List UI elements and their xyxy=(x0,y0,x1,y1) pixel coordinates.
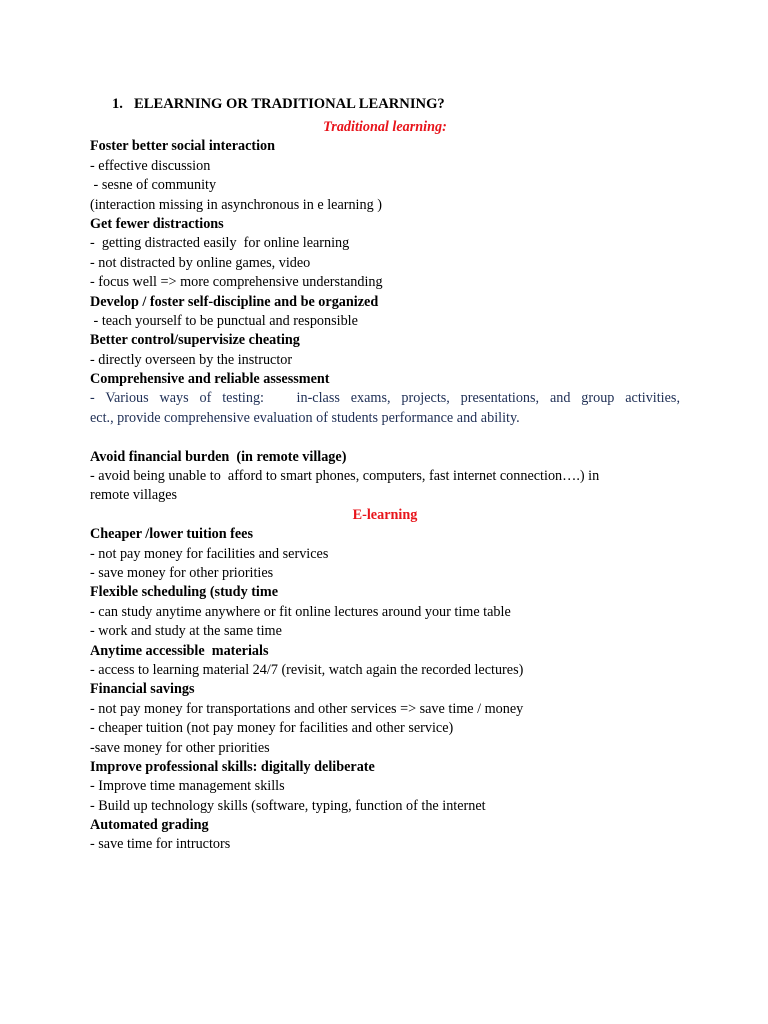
elearn-point: - access to learning material 24/7 (revisit, watch again the recorded lectures) xyxy=(90,661,524,678)
elearn-point: - can study anytime anywhere or fit online lectures around your time table xyxy=(90,603,511,620)
elearn-point: - not pay money for transportations and other services => save time / money xyxy=(90,700,524,717)
elearn-heading-savings: Financial savings xyxy=(90,681,195,698)
document-title xyxy=(90,94,680,118)
title-text: ELEARNING OR TRADITIONAL LEARNING? xyxy=(134,96,445,112)
elearn-point: - save time for intructors xyxy=(90,836,231,853)
elearn-point: - cheaper tuition (not pay money for facilities and other service) xyxy=(90,720,454,737)
trad-point: - Various ways of testing: in-class exams, projects, presentations, and group activities, xyxy=(90,390,680,407)
trad-heading-discipline: Develop / foster self-discipline and be organized xyxy=(90,293,379,310)
trad-point: ect., provide comprehensive evaluation of students performance and ability. xyxy=(90,409,520,426)
trad-point: - not distracted by online games, video xyxy=(90,254,311,271)
trad-point: - effective discussion xyxy=(90,157,211,174)
elearn-heading-materials: Anytime accessible materials xyxy=(90,642,269,659)
elearn-heading-grading: Automated grading xyxy=(90,817,209,834)
elearn-point: - work and study at the same time xyxy=(90,623,282,640)
elearn-point: -save money for other priorities xyxy=(90,739,270,756)
elearn-heading-skills: Improve professional skills: digitally deliberate xyxy=(90,758,375,775)
title-number: 1. xyxy=(112,96,123,112)
trad-heading-assessment: Comprehensive and reliable assessment xyxy=(90,371,330,388)
trad-point: - focus well => more comprehensive understanding xyxy=(90,274,383,291)
trad-point: - getting distracted easily for online learning xyxy=(90,235,350,252)
trad-heading-social: Foster better social interaction xyxy=(90,138,276,155)
trad-point: - sesne of community xyxy=(90,177,217,194)
trad-point: remote villages xyxy=(90,487,178,504)
trad-point: (interaction missing in asynchronous in e learning ) xyxy=(90,196,382,213)
elearn-point: - Improve time management skills xyxy=(90,778,285,795)
trad-heading-financial: Avoid financial burden (in remote village) xyxy=(90,448,347,465)
trad-point: - avoid being unable to afford to smart phones, computers, fast internet connection….) in xyxy=(90,468,600,485)
trad-point: - teach yourself to be punctual and responsible xyxy=(90,312,358,329)
trad-point: - directly overseen by the instructor xyxy=(90,351,293,368)
elearn-point: - not pay money for facilities and services xyxy=(90,545,329,562)
trad-heading-distractions: Get fewer distractions xyxy=(90,215,224,232)
elearning-heading: E-learning xyxy=(352,506,418,523)
elearn-heading-tuition: Cheaper /lower tuition fees xyxy=(90,526,254,543)
trad-heading-cheating: Better control/supervisize cheating xyxy=(90,332,300,349)
elearn-point: - save money for other priorities xyxy=(90,564,274,581)
traditional-learning-heading: Traditional learning: xyxy=(323,119,447,135)
elearn-heading-scheduling: Flexible scheduling (study time xyxy=(90,584,278,601)
blank-line xyxy=(90,428,680,447)
elearn-point: - Build up technology skills (software, typing, function of the internet xyxy=(90,797,486,814)
document-page xyxy=(90,94,680,855)
